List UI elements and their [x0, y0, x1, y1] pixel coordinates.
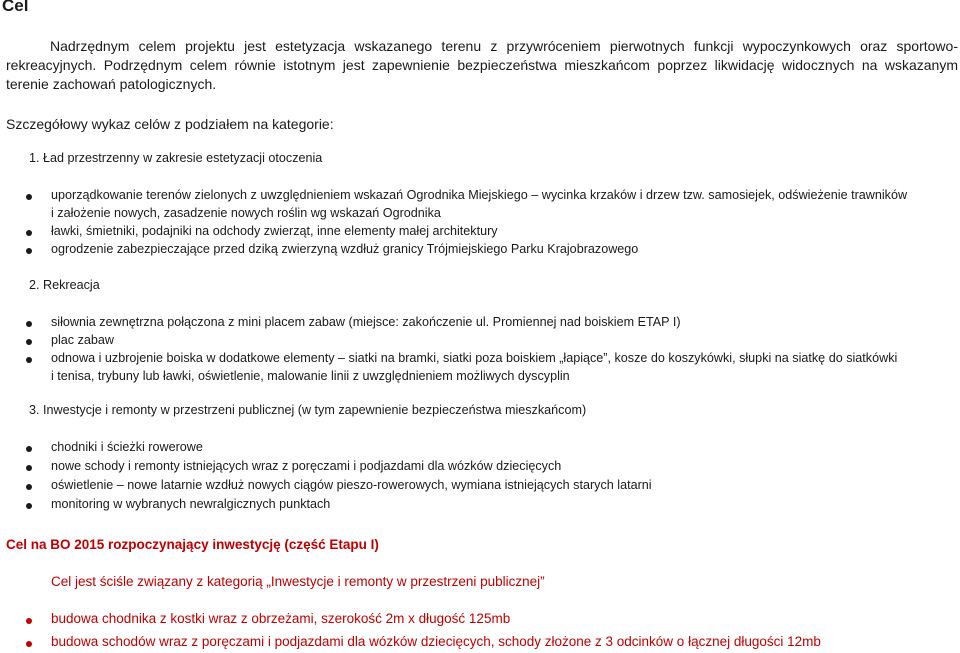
category-1-title: 1. Ład przestrzenny w zakresie estetyzacji otoczenia	[29, 151, 323, 165]
category-1-item-2: ławki, śmietniki, podajniki na odchody zwierząt, inne elementy małej architektury	[51, 224, 498, 238]
category-2-item-1: siłownia zewnętrzna połączona z mini placem zabaw (miejsce: zakończenie ul. Promiennej nad boiskiem ETAP I)	[51, 315, 681, 329]
page-heading: Cel	[2, 0, 29, 15]
bullet-icon	[26, 641, 32, 647]
bullet-icon	[26, 321, 32, 327]
category-2-item-2: plac zabaw	[51, 333, 115, 347]
bullet-icon	[26, 248, 32, 254]
category-1-item-3: ogrodzenie zabezpieczające przed dziką zwierzyną wzdłuż granicy Trójmiejskiego Parku Krajobrazowego	[51, 242, 639, 256]
bullet-icon	[26, 339, 32, 345]
bullet-icon	[26, 194, 32, 200]
bo-heading: Cel na BO 2015 rozpoczynający inwestycję (część Etapu I)	[6, 537, 379, 552]
intro-text: Nadrzędnym celem projektu jest estetyzacja wskazanego terenu z przywróceniem pierwotnych funkcji wypoczynkowych oraz sportowo-rekreacyjnych. Podrzędnym celem równie istotnym jest zapewnienie bezpieczeństwa mieszkańcom poprzez likwidację widocznych na wskazanym terenie zachowań patologicznych.	[6, 38, 958, 92]
category-3-item-3: oświetlenie – nowe latarnie wzdłuż nowych ciągów pieszo-rowerowych, wymiana istniejących starych latarni	[51, 478, 652, 492]
bullet-icon	[26, 503, 32, 509]
category-1-item-1-cont: i założenie nowych, zasadzenie nowych roślin wg wskazań Ogrodnika	[51, 206, 441, 220]
bullet-icon	[26, 230, 32, 236]
bullet-icon	[26, 484, 32, 490]
category-3-item-1: chodniki i ścieżki rowerowe	[51, 440, 203, 454]
category-2-item-3: odnowa i uzbrojenie boiska w dodatkowe elementy – siatki na bramki, siatki poza boiskiem „łapiące”, kosze do koszykówki, słupki na siatkę do siatkówki	[51, 351, 898, 365]
category-2-item-3-cont: i tenisa, trybuny lub ławki, oświetlenie, malowanie linii z uwzględnieniem możliwych dyscyplin	[51, 369, 570, 383]
category-3-item-4: monitoring w wybranych newralgicznych punktach	[51, 497, 331, 511]
subheading: Szczegółowy wykaz celów z podziałem na kategorie:	[6, 116, 334, 132]
bullet-icon	[26, 618, 32, 624]
bullet-icon	[26, 465, 32, 471]
intro-paragraph	[6, 37, 958, 94]
bullet-icon	[26, 446, 32, 452]
category-2-title: 2. Rekreacja	[29, 278, 100, 292]
bo-note: Cel jest ściśle związany z kategorią „Inwestycje i remonty w przestrzeni publicznej”	[51, 574, 545, 589]
category-1-item-1: uporządkowanie terenów zielonych z uwzględnieniem wskazań Ogrodnika Miejskiego – wycinka krzaków i drzew tzw. samosiejek, odświeżenie trawników	[51, 188, 908, 202]
category-3-item-2: nowe schody i remonty istniejących wraz z poręczami i podjazdami dla wózków dziecięcych	[51, 459, 562, 473]
bo-item-1: budowa chodnika z kostki wraz z obrzeżami, szerokość 2m x długość 125mb	[51, 611, 511, 626]
category-3-title: 3. Inwestycje i remonty w przestrzeni publicznej (w tym zapewnienie bezpieczeństwa mieszkańcom)	[29, 403, 587, 417]
bullet-icon	[26, 357, 32, 363]
bo-item-2: budowa schodów wraz z poręczami i podjazdami dla wózków dziecięcych, schody złożone z 3 odcinków o łącznej długości 12mb	[51, 634, 821, 649]
